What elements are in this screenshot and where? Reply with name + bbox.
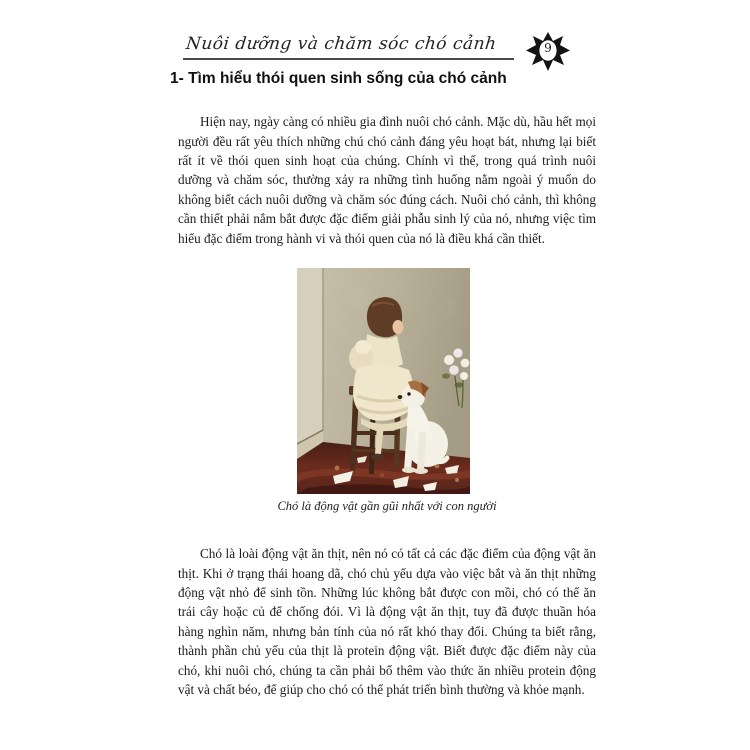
paragraph-2: Chó là loài động vật ăn thịt, nên nó có tất cả các đặc điểm của động vật ăn thịt. Khi ở trạng thái hoang dã, chó chủ yếu dựa vào việc bắt và ăn thịt những động vật nhỏ để sinh tồn. Những lúc không bắt được con mồi, chó có thể ăn trái cây hoặc củ để chống đói. Vì là động vật ăn thịt, tuy đã được thuần hóa hàng nghìn năm, nhưng bản tính của nó rất khó thay đổi. Chúng ta biết rằng, thành phần chủ yếu của thịt là protein động vật. Biết được đặc điểm này của chó, khi nuôi chó, chúng ta cần phải bổ thêm vào thức ăn nhiều protein động vật và chất béo, để giúp cho chó có thể phát triển bình thường và khỏe mạnh. xyxy=(178,546,596,698)
figure-caption: Chó là động vật gần gũi nhất với con người xyxy=(277,499,497,513)
page-number: 9 xyxy=(544,41,552,55)
section-heading: 1- Tìm hiểu thói quen sinh sống của chó cảnh xyxy=(170,70,507,87)
page-number-badge xyxy=(526,32,570,71)
running-header-title: Nuôi dưỡng và chăm sóc chó cảnh xyxy=(184,34,498,54)
paragraph-1: Hiện nay, ngày càng có nhiều gia đình nuôi chó cảnh. Mặc dù, hầu hết mọi người đều rất yêu thích những chú chó cảnh đáng yêu hoạt bát, nhưng lại biết rất ít về thói quen sinh hoạt của chúng. Chính vì thế, trong quá trình nuôi dưỡng và chăm sóc, thường xảy ra những tình huống nằm ngoài ý muốn do không biết cách nuôi dưỡng và chăm sóc đúng cách. Nuôi chó cảnh, thì không cần thiết phải nắm bắt được đặc điểm giải phẫu sinh lý của nó, nhưng việc tìm hiểu đặc điểm trong hành vi và thói quen của nó là điều khá cần thiết. xyxy=(178,114,596,246)
painting-girl-and-dog-image xyxy=(297,268,470,494)
figure-painting xyxy=(297,268,470,494)
header-rule xyxy=(183,58,514,60)
